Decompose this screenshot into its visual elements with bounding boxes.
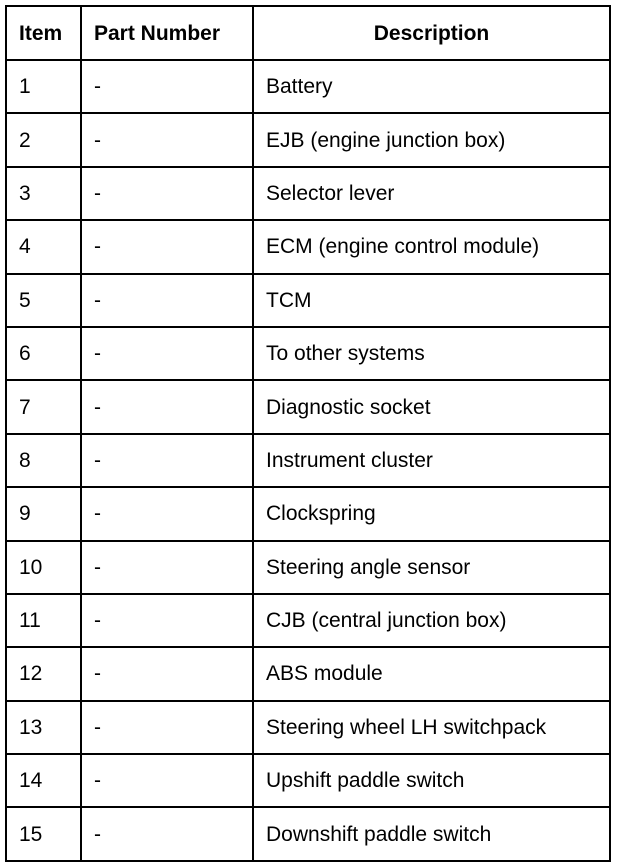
table-row bbox=[6, 701, 610, 754]
cell-description: Clockspring bbox=[253, 487, 610, 540]
cell-part-number: - bbox=[81, 647, 253, 700]
cell-item: 2 bbox=[6, 113, 81, 166]
table-row bbox=[6, 434, 610, 487]
table-row bbox=[6, 60, 610, 113]
cell-description: Downshift paddle switch bbox=[253, 807, 610, 860]
cell-part-number: - bbox=[81, 701, 253, 754]
cell-item: 4 bbox=[6, 220, 81, 273]
cell-description: TCM bbox=[253, 274, 610, 327]
table-row bbox=[6, 113, 610, 166]
cell-item: 8 bbox=[6, 434, 81, 487]
header-part-number: Part Number bbox=[81, 6, 253, 60]
cell-description: EJB (engine junction box) bbox=[253, 113, 610, 166]
cell-description: To other systems bbox=[253, 327, 610, 380]
cell-description: Steering wheel LH switchpack bbox=[253, 701, 610, 754]
cell-description: Steering angle sensor bbox=[253, 541, 610, 594]
cell-description: Selector lever bbox=[253, 167, 610, 220]
cell-part-number: - bbox=[81, 60, 253, 113]
cell-description: ABS module bbox=[253, 647, 610, 700]
table-row bbox=[6, 647, 610, 700]
header-item: Item bbox=[6, 6, 81, 60]
cell-item: 11 bbox=[6, 594, 81, 647]
table-row bbox=[6, 807, 610, 860]
table-body bbox=[6, 60, 610, 861]
table-row bbox=[6, 274, 610, 327]
cell-part-number: - bbox=[81, 487, 253, 540]
cell-item: 10 bbox=[6, 541, 81, 594]
cell-part-number: - bbox=[81, 380, 253, 433]
cell-part-number: - bbox=[81, 434, 253, 487]
cell-description: ECM (engine control module) bbox=[253, 220, 610, 273]
table-row bbox=[6, 487, 610, 540]
table-row bbox=[6, 380, 610, 433]
cell-part-number: - bbox=[81, 220, 253, 273]
cell-item: 12 bbox=[6, 647, 81, 700]
cell-item: 9 bbox=[6, 487, 81, 540]
cell-item: 7 bbox=[6, 380, 81, 433]
cell-description: Diagnostic socket bbox=[253, 380, 610, 433]
cell-item: 14 bbox=[6, 754, 81, 807]
cell-part-number: - bbox=[81, 754, 253, 807]
cell-part-number: - bbox=[81, 167, 253, 220]
cell-part-number: - bbox=[81, 274, 253, 327]
cell-description: Battery bbox=[253, 60, 610, 113]
cell-description: Upshift paddle switch bbox=[253, 754, 610, 807]
cell-item: 6 bbox=[6, 327, 81, 380]
cell-item: 1 bbox=[6, 60, 81, 113]
table-row bbox=[6, 541, 610, 594]
table-row bbox=[6, 754, 610, 807]
cell-item: 13 bbox=[6, 701, 81, 754]
cell-part-number: - bbox=[81, 807, 253, 860]
parts-table bbox=[5, 5, 611, 862]
table-row bbox=[6, 594, 610, 647]
table-header-row bbox=[6, 6, 610, 60]
table-row bbox=[6, 167, 610, 220]
cell-item: 5 bbox=[6, 274, 81, 327]
cell-part-number: - bbox=[81, 541, 253, 594]
cell-part-number: - bbox=[81, 327, 253, 380]
header-description: Description bbox=[253, 6, 610, 60]
table-row bbox=[6, 220, 610, 273]
cell-part-number: - bbox=[81, 594, 253, 647]
cell-item: 3 bbox=[6, 167, 81, 220]
cell-description: CJB (central junction box) bbox=[253, 594, 610, 647]
table-row bbox=[6, 327, 610, 380]
cell-item: 15 bbox=[6, 807, 81, 860]
cell-part-number: - bbox=[81, 113, 253, 166]
cell-description: Instrument cluster bbox=[253, 434, 610, 487]
